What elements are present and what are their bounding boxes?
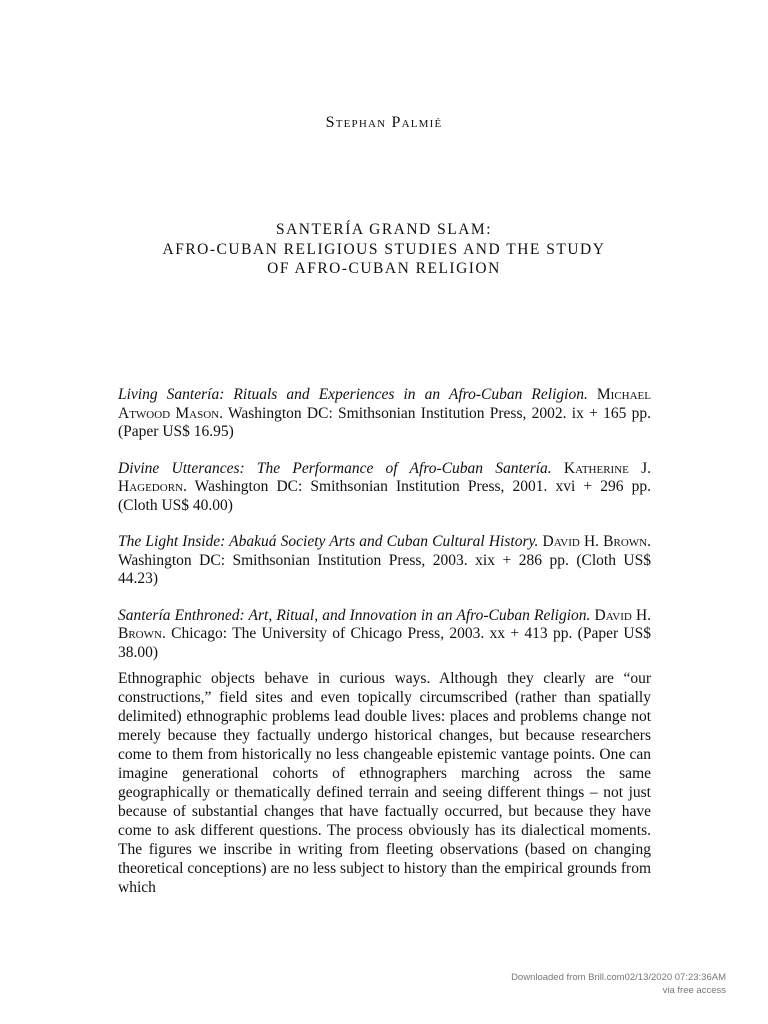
book-details: . Chicago: The University of Chicago Press, 2003. xx + 413 pp. (Paper US$ 38.00) [118,625,651,661]
book-details: . Washington DC: Smithsonian Institution Press, 2003. xix + 286 pp. (Cloth US$ 44.23) [118,533,651,587]
book-title: Living Santería: Rituals and Experiences in an Afro-Cuban Religion. [118,386,588,403]
title-line-1: SANTERÍA GRAND SLAM: [275,221,492,238]
book-details: . Washington DC: Smithsonian Institution Press, 2001. xvi + 296 pp. (Cloth US$ 40.00) [118,478,651,514]
author-name: Stephan Palmié [325,114,443,131]
book-author: David H. Brown [542,533,648,550]
book-details: . Washington DC: Smithsonian Institution Press, 2002. ix + 165 pp. (Paper US$ 16.95) [118,404,651,440]
download-notice: Downloaded from Brill.com02/13/2020 07:23:36AM [511,972,726,983]
article-title [0,220,768,279]
book-reference [118,460,651,516]
access-notice: via free access [662,985,726,996]
book-reference [118,533,651,589]
book-author: Michael Atwood Mason [118,386,651,422]
book-reference [118,607,651,663]
book-title: The Light Inside: Abakuá Society Arts and Cuban Cultural History. [118,533,539,550]
book-author: David H. Brown [118,606,652,642]
book-title: Divine Utterances: The Performance of Afro-Cuban Santería. [118,459,552,477]
title-line-2: AFRO-CUBAN RELIGIOUS STUDIES AND THE STUDY [162,240,606,258]
reviewed-books-list [118,386,651,680]
book-reference [118,386,651,442]
download-footer [511,971,726,997]
book-title: Santería Enthroned: Art, Ritual, and Innovation in an Afro-Cuban Religion. [118,606,591,624]
book-author: Katherine J. Hagedorn [118,459,652,495]
title-line-3: OF AFRO-CUBAN RELIGION [267,260,501,277]
body-paragraph: Ethnographic objects behave in curious ways. Although they clearly are “our constructions,” field sites and even topically circumscribed (rather than spatially delimited) ethnographic problems lead double lives: places and problems change not merely because they factually undergo historical changes, but because researchers come to them from historically no less changeable epistemic vantage points. One can imagine generational cohorts of ethnographers marching across the same geographically or thematically defined terrain and seeing different things – not just because of substantial changes that have factually occurred, but because they have come to ask different questions. The process obviously has its dialectical moments. The figures we inscribe in writing from fleeting observations (based on changing theoretical conceptions) are no less subject to history than the empirical grounds from which [118,670,651,896]
